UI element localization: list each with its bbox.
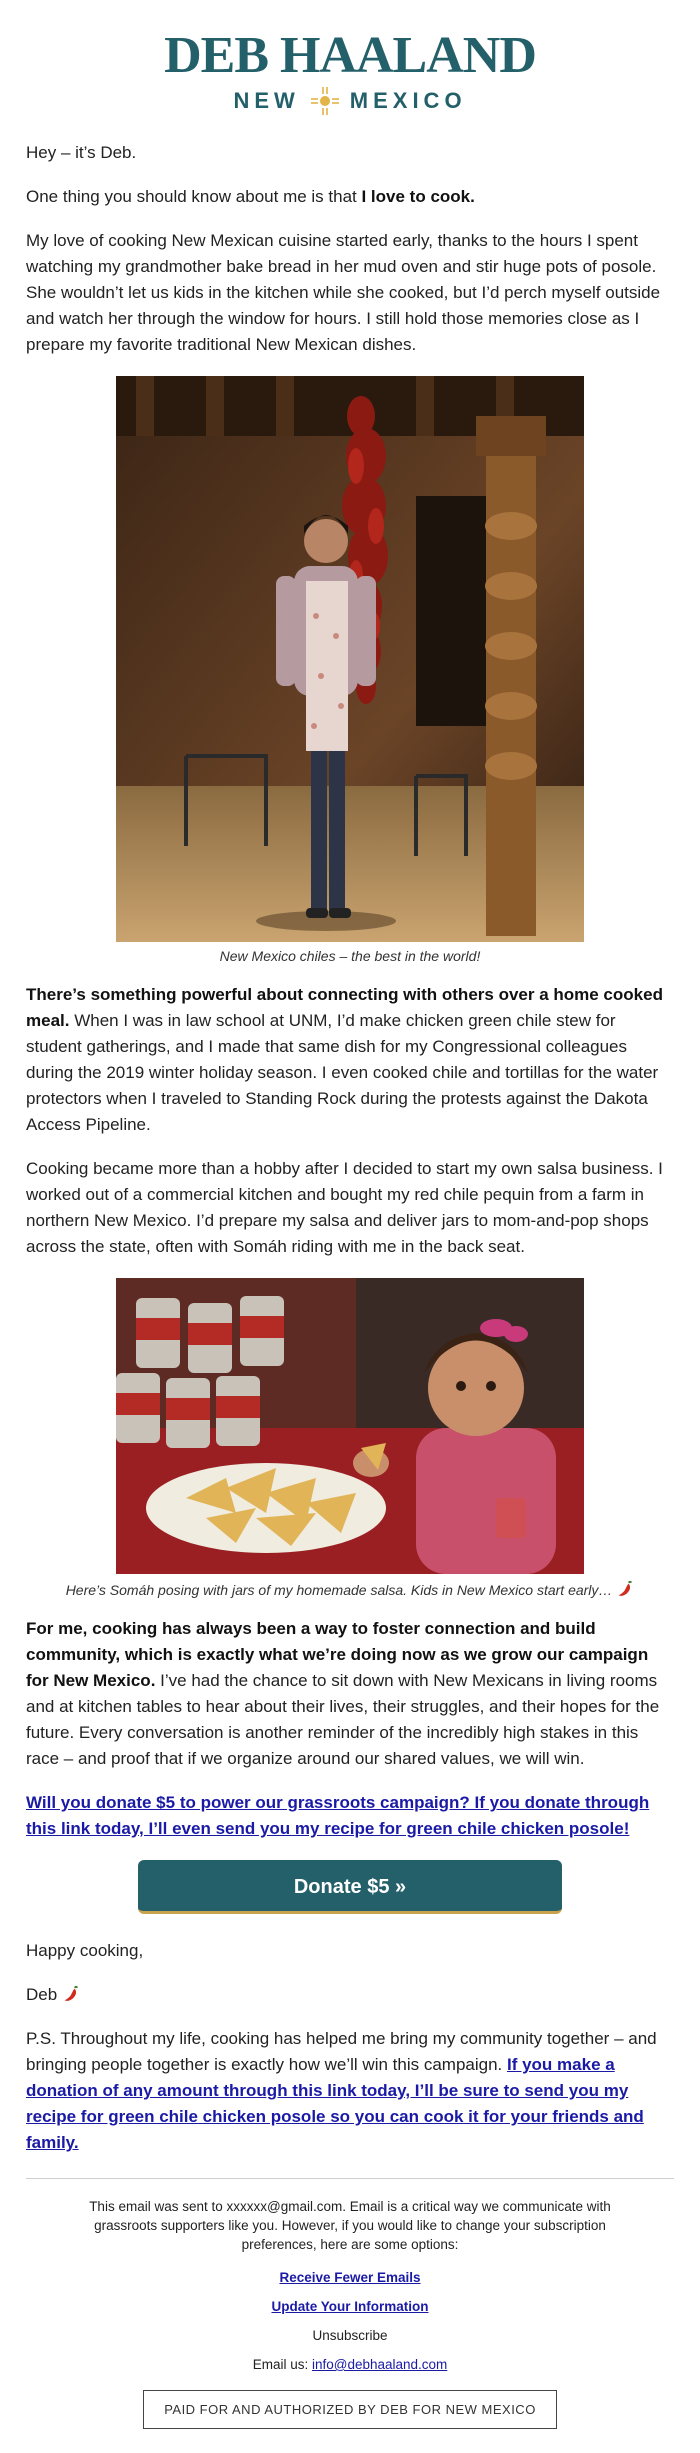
intro-paragraph <box>26 184 674 210</box>
paragraph-community <box>26 1616 674 1772</box>
ask-paragraph <box>26 1790 674 1842</box>
footer-email-label: Email us: <box>252 2357 312 2372</box>
paragraph-home-cooked-meal <box>26 982 674 1138</box>
logo-word-mexico: MEXICO <box>349 88 467 113</box>
signoff: Happy cooking, <box>26 1941 144 1960</box>
signature: Deb <box>26 1985 58 2004</box>
photo-somah-with-salsa-image <box>116 1278 584 1574</box>
photo-deb-with-chiles <box>116 376 584 942</box>
home-cooked-meal-text: When I was in law school at UNM, I’d make chicken green chile stew for student gatherings, and I made that same dish for my Congressional colleagues during the 2019 winter holiday season. I even cooked chile and tortillas for the water protectors when I traveled to Standing Rock during the protests against the Dakota Access Pipeline. <box>26 1011 659 1134</box>
email-body <box>0 140 700 2429</box>
zia-sun-icon <box>310 86 340 116</box>
community-text: I’ve had the chance to sit down with New Mexicans in living rooms and at kitchen tables to hear about their lives, their struggles, and their hopes for the future. Every conversation is another reminder of the incredibly high stakes in this race – and proof that if we organize around our shared values, we will win. <box>26 1671 660 1768</box>
greeting: Hey – it’s Deb. <box>26 143 137 162</box>
logo-word-new: NEW <box>233 88 300 113</box>
chile-pepper-icon <box>616 1580 634 1598</box>
intro-text: One thing you should know about me is that <box>26 187 362 206</box>
email-footer <box>26 2178 674 2429</box>
ps-donate-link[interactable]: If you make a donation of any amount through this link today, I’ll be sure to send you my recipe for green chile chicken posole so you can cook it for your friends and family. <box>26 2055 644 2152</box>
paragraph-salsa-business: Cooking became more than a hobby after I decided to start my own salsa business. I worked out of a commercial kitchen and bought my red chile pequin from a farm in northern New Mexico. I’d prepare my salsa and deliver jars to mom-and-pop shops across the state, often with Somáh riding with me in the back seat. <box>26 1159 663 1256</box>
footer-email-link[interactable]: info@debhaaland.com <box>311 2357 448 2372</box>
ps-text: P.S. Throughout my life, cooking has helped me bring my community together – and bringing people together is exactly how we’ll win this campaign. <box>26 2029 657 2074</box>
intro-bold: I love to cook. <box>361 187 475 206</box>
paid-for-disclaimer: PAID FOR AND AUTHORIZED BY DEB FOR NEW MEXICO <box>143 2390 557 2429</box>
logo-name: DEB HAALAND <box>164 27 536 84</box>
ps-paragraph <box>26 2026 674 2156</box>
unsubscribe-link[interactable]: Unsubscribe <box>312 2328 388 2343</box>
update-information-link[interactable]: Update Your Information <box>271 2299 429 2314</box>
footer-email-line <box>26 2355 674 2374</box>
community-bold: For me, cooking has always been a way to foster connection and build community, which is exactly what we’re doing now as we grow our campaign for New Mexico. <box>26 1619 649 1690</box>
donate-5-button[interactable]: Donate $5 » <box>138 1860 562 1914</box>
photo-salsa-caption <box>26 1580 674 1598</box>
receive-fewer-emails-link[interactable]: Receive Fewer Emails <box>279 2270 421 2285</box>
chile-pepper-icon <box>62 1985 80 2003</box>
home-cooked-meal-bold: There’s something powerful about connecting with others over a home cooked meal. <box>26 985 663 1030</box>
photo-deb-with-chiles-image <box>116 376 584 942</box>
footer-notice: This email was sent to xxxxxx@gmail.com. Email is a critical way we communicate with grassroots supporters like you. However, if you would like to change your subscription preferences, here are some options: <box>89 2199 611 2252</box>
signature-line <box>26 1982 674 2008</box>
photo-salsa-block <box>26 1278 674 1598</box>
photo-salsa-caption-text: Here’s Somáh posing with jars of my homemade salsa. Kids in New Mexico start early… <box>65 1582 613 1598</box>
photo-chiles-block <box>26 376 674 964</box>
photo-somah-with-salsa <box>116 1278 584 1574</box>
cta-block <box>26 1860 674 1914</box>
campaign-logo[interactable] <box>0 0 700 140</box>
logo-subline <box>0 86 700 116</box>
paragraph-grandmother: My love of cooking New Mexican cuisine started early, thanks to the hours I spent watching my grandmother bake bread in her mud oven and stir huge pots of posole. She wouldn’t let us kids in the kitchen while she cooked, but I’d perch myself outside and watch her through the window for hours. I still hold those memories close as I prepare my favorite traditional New Mexican dishes. <box>26 231 661 354</box>
photo-chiles-caption: New Mexico chiles – the best in the world! <box>219 948 481 964</box>
donate-ask-link[interactable]: Will you donate $5 to power our grassroots campaign? If you donate through this link today, I’ll even send you my recipe for green chile chicken posole! <box>26 1793 650 1838</box>
